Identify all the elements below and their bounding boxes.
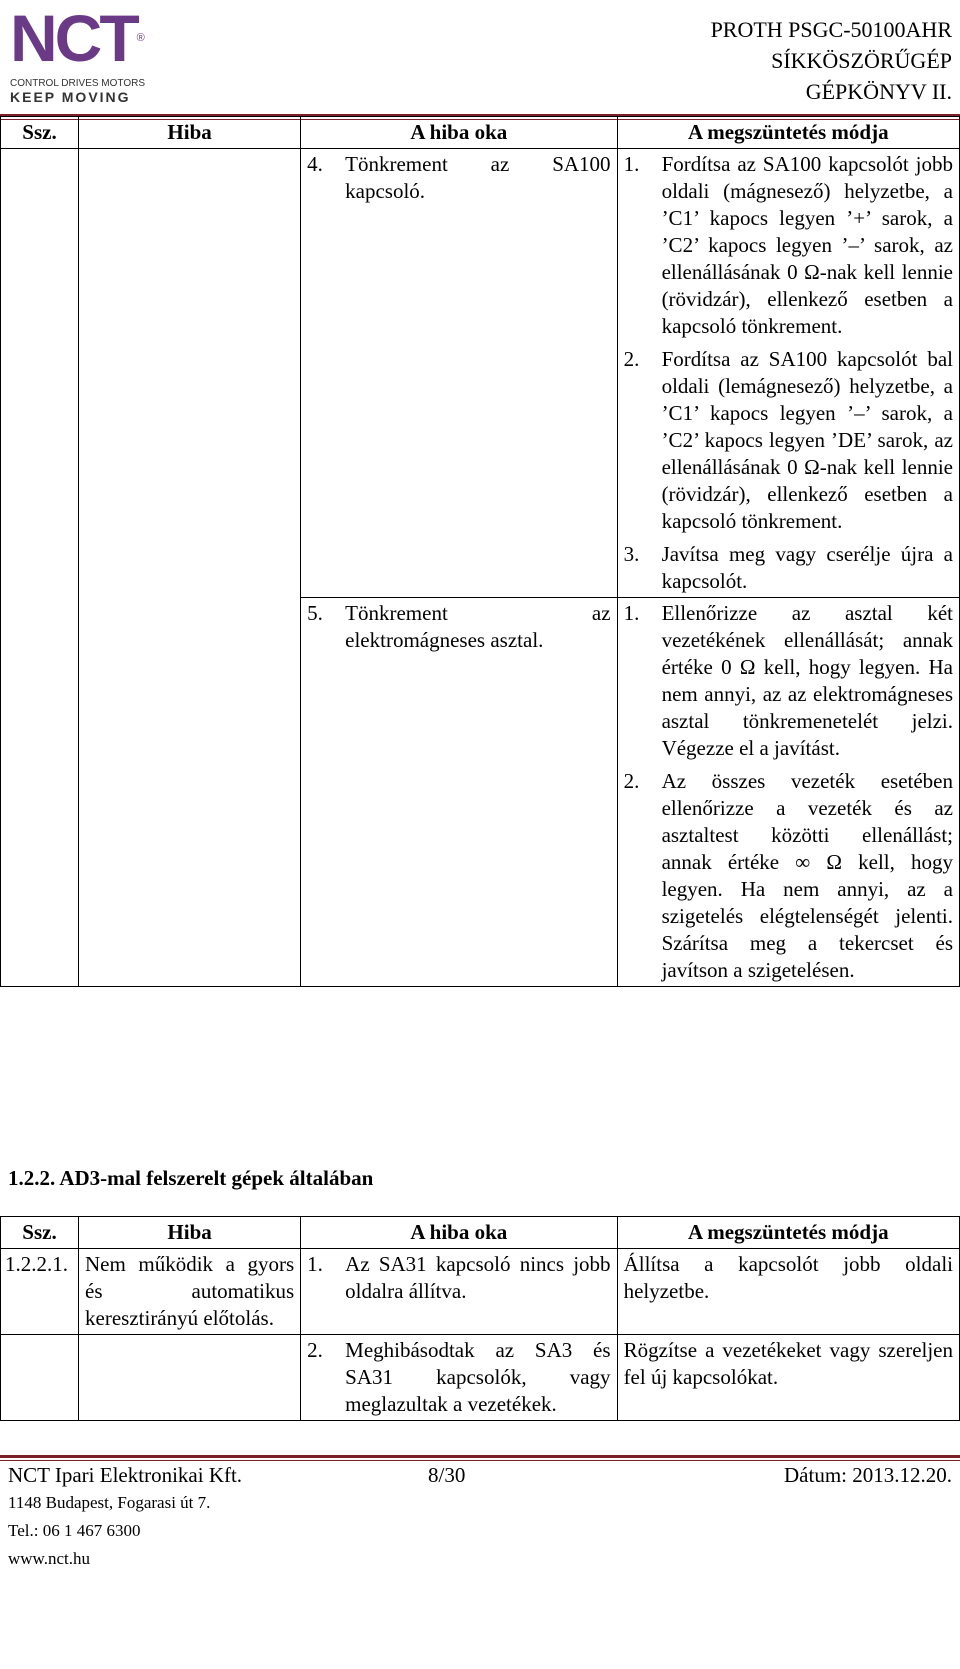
fault-cell [79, 149, 301, 987]
cause-text: Meghibásodtak az SA3 és SA31 kapcsolók, vagy meglazultak a vezetékek. [345, 1338, 611, 1416]
cause-text: Tönkrement az SA100 kapcsoló. [345, 152, 611, 203]
col-header-hiba-oka: A hiba oka [301, 1217, 617, 1249]
table-row [1, 1249, 960, 1335]
step-text: Fordítsa az SA100 kapcsolót bal oldali (lemágnesező) helyzetbe, a ’C1’ kapocs legyen ’–’ sarok, a ’C2’ kapocs legyen ’DE’ sarok, az ellenállásának 0 Ω-nak kell lennie (rövidzár), ellenkező esetben a kapcsoló tönkrement. [661, 347, 953, 533]
col-header-hiba: Hiba [79, 117, 301, 149]
footer-rule [0, 1455, 960, 1458]
cause-cell [301, 1335, 617, 1421]
step-number: 2. [623, 347, 640, 371]
col-header-megszuntetes: A megszüntetés módja [617, 117, 959, 149]
footer-date: Dátum: 2013.12.20. [784, 1463, 952, 1487]
document-title [711, 14, 952, 107]
step-number: 1. [623, 152, 640, 176]
col-header-hiba-oka: A hiba oka [301, 117, 617, 149]
doc-title-line2: SÍKKÖSZÖRŰGÉP [771, 48, 952, 73]
cause-cell [301, 598, 617, 987]
remedy-cell [617, 149, 959, 598]
cause-text: Az SA31 kapcsoló nincs jobb oldalra állítva. [345, 1252, 611, 1303]
cause-number: 2. [307, 1338, 323, 1362]
step-number: 1. [623, 601, 640, 625]
footer-phone: Tel.: 06 1 467 6300 [8, 1521, 141, 1540]
remedy-cell: Rögzítse a vezetékeket vagy szereljen fel új kapcsolókat. [617, 1335, 959, 1421]
cause-number: 1. [307, 1252, 323, 1276]
fault-cell [79, 1249, 301, 1335]
logo-tagline: CONTROL DRIVES MOTORS [10, 78, 146, 89]
footer-website: www.nct.hu [8, 1549, 90, 1568]
table-header-row [1, 117, 960, 149]
troubleshooting-table-1 [0, 116, 960, 987]
col-header-ssz: Ssz. [1, 117, 79, 149]
cause-number: 5. [307, 601, 323, 625]
ssz-cell: 1.2.2.1. [1, 1249, 79, 1335]
logo-registered-mark: ® [136, 32, 145, 44]
remedy-cell [617, 598, 959, 987]
cause-text: Tönkrement az elektromágneses asztal. [345, 601, 611, 652]
col-header-ssz: Ssz. [1, 1217, 79, 1249]
doc-title-line3: GÉPKÖNYV II. [805, 79, 952, 104]
step-text: Ellenőrizze az asztal két vezetékének ellenállását; annak értéke 0 Ω kell, hogy legyen. Ha nem annyi, az az elektromágneses asztal tönkremenetelét jelzi. Végezze el a javítást. [661, 601, 953, 760]
col-header-megszuntetes: A megszüntetés módja [617, 1217, 959, 1249]
table-row [1, 149, 960, 598]
step-number: 3. [623, 542, 640, 566]
cause-number: 4. [307, 152, 323, 176]
page-number: 8/30 [428, 1463, 466, 1487]
footer-address: 1148 Budapest, Fogarasi út 7. [8, 1493, 211, 1512]
footer-company: NCT Ipari Elektronikai Kft. [8, 1463, 243, 1487]
fault-text: Nem működik a gyors és automatikus keresztirányú előtolás. [85, 1252, 295, 1330]
step-text: Javítsa meg vagy cserélje újra a kapcsolót. [661, 542, 953, 593]
col-header-hiba: Hiba [79, 1217, 301, 1249]
remedy-cell: Állítsa a kapcsolót jobb oldali helyzetbe. [617, 1249, 959, 1335]
step-number: 2. [623, 769, 640, 793]
doc-title-line1: PROTH PSGC-50100AHR [710, 17, 952, 42]
ssz-cell [1, 149, 79, 987]
step-text: Fordítsa az SA100 kapcsolót jobb oldali (mágnesező) helyzetbe, a ’C1’ kapocs legyen ’+’ sarok, a ’C2’ kapocs legyen ’–’ sarok, az ellenállásának 0 Ω-nak kell lennie (rövidzár), ellenkező esetben a kapcsoló tönkrement. [661, 152, 953, 338]
troubleshooting-table-2 [0, 1216, 960, 1421]
nct-logo [10, 1, 160, 105]
table-row [1, 1335, 960, 1421]
ssz-cell [1, 1335, 79, 1421]
fault-cell [79, 1335, 301, 1421]
cause-cell [301, 149, 617, 598]
cause-cell [301, 1249, 617, 1335]
step-text: Az összes vezeték esetében ellenőrizze a vezeték és az asztaltest közötti ellenállást; annak értéke ∞ Ω kell, hogy legyen. Ha nem annyi, az a szigetelés elégtelenségét jelenti. Szárítsa meg a tekercset és javítson a szigetelésen. [661, 769, 953, 982]
footer-rule-thin [0, 1460, 960, 1461]
logo-slogan: KEEP MOVING [10, 89, 131, 105]
section-heading: 1.2.2. AD3-mal felszerelt gépek általában [8, 1166, 374, 1190]
table-header-row [1, 1217, 960, 1249]
logo-text: NCT [10, 1, 137, 75]
